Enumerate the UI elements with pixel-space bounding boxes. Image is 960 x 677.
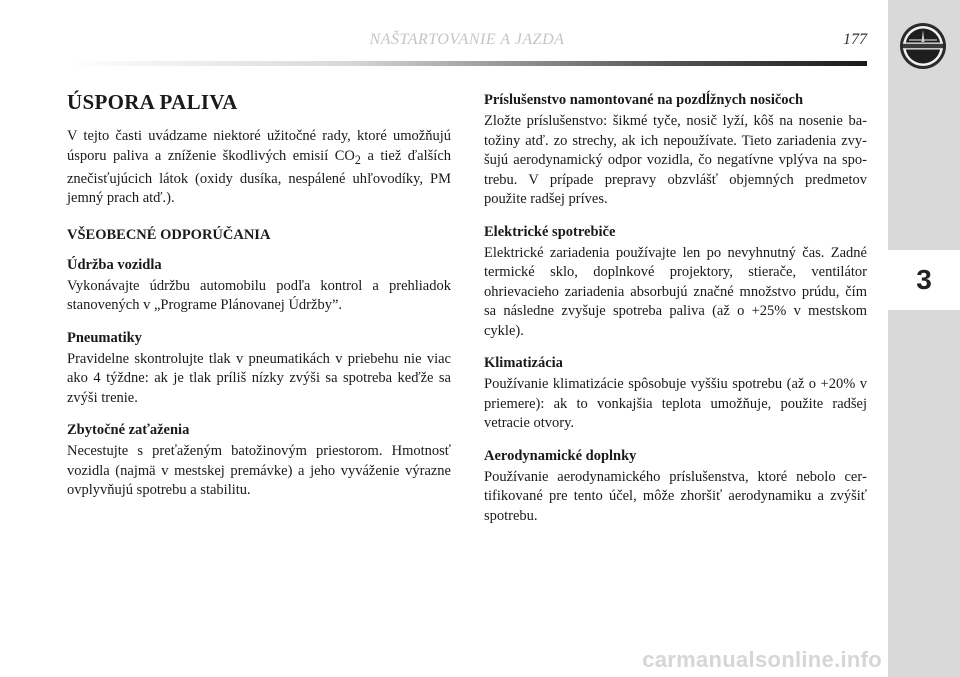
right-column [484,90,867,540]
item-text: Vykonávajte údržbu automobilu podľa kontrol a prehliadok stanovených v „Programe Plánovanej Údržby”. [67,277,451,314]
co2-subscript: 2 [354,152,361,167]
item-heading: Klimatizácia [484,355,563,371]
watermark: carmanualsonline.info [642,647,882,672]
item-heading: Elektrické spotrebiče [484,223,616,240]
item-heading: Príslušenstvo namontované na pozdĺžnych nosičoch [484,92,804,108]
intro-paragraph: V tejto časti uvádzame niektoré užitočné rady, ktoré umožňujú úsporu paliva a zníženie škodlivých emisií $CO_2$ a tiež ďalších znečisťujúcich látok (oxidy dusíka, nespálené uhľovodíky, PM jemný prach atď.). [67,128,452,207]
item-text: Pravidelne skontrolujte tlak v pneumatikách v priebehu nie viac ako 4 týždne: ak je tlak príliš nízky zvýši sa spotreba keďže sa zvýši trenie. [67,350,451,406]
item-text: Elektrické zariadenia používajte len po nevyhnutný čas. Zadné termické sklo, doplnkové projektory, stierače, ventilátor ohrievacieho zariadenia absorbujú značné množstvo prúdu, čím sa následne zvyšuje spotreba paliva (až o +25% v mestskom cykle). [484,244,867,339]
brand-logo-icon [899,22,947,70]
item-text: Používanie klimatizácie spôsobuje vyššiu spotrebu (až o +20% v priemere): ak to vonkajšia teplota umožňuje, použite radšej vetracie otvory. [484,376,867,431]
item-text: Zložte príslušenstvo: šikmé tyče, nosič lyží, kôš na nosenie batožiny atď. zo strechy, ak ich nepoužívate. Tieto zariadenia zvyšujú aerodynamický odpor vozidla, čo negatívne vplýva na spotrebu. V prípade prepravy obzvlášť objemných predmetov použite radšej príves. [484,113,867,207]
item-heading: Pneumatiky [67,329,142,346]
chapter-tab[interactable]: 3 [888,250,960,310]
item-text: Používanie aerodynamického príslušenstva, ktoré nebolo certifikované pre tento účel, môže zhoršiť aerodynamiku a zvýšiť spotrebu. [484,468,867,524]
side-strip [888,0,960,677]
item-heading: Zbytočné zaťaženia [67,422,190,439]
page-number: 177 [843,31,867,48]
chapter-title: NAŠTARTOVANIE A JAZDA [369,31,565,48]
left-column [67,90,451,515]
item-heading: Údržba vozidla [67,256,162,273]
item-heading: Aerodynamické doplnky [484,447,637,464]
section-title: ÚSPORA PALIVA [67,90,238,114]
header-rule [67,61,867,66]
subsection-heading: VŠEOBECNÉ ODPORÚČANIA [67,226,271,243]
item-text: Necestujte s preťaženým batožinovým priestorom. Hmotnosť vozidla (najmä v mestskej premávke) a jeho vyváženie výrazne ovplyvňujú spotrebu a stabilitu. [67,443,451,499]
page-header [67,27,867,55]
